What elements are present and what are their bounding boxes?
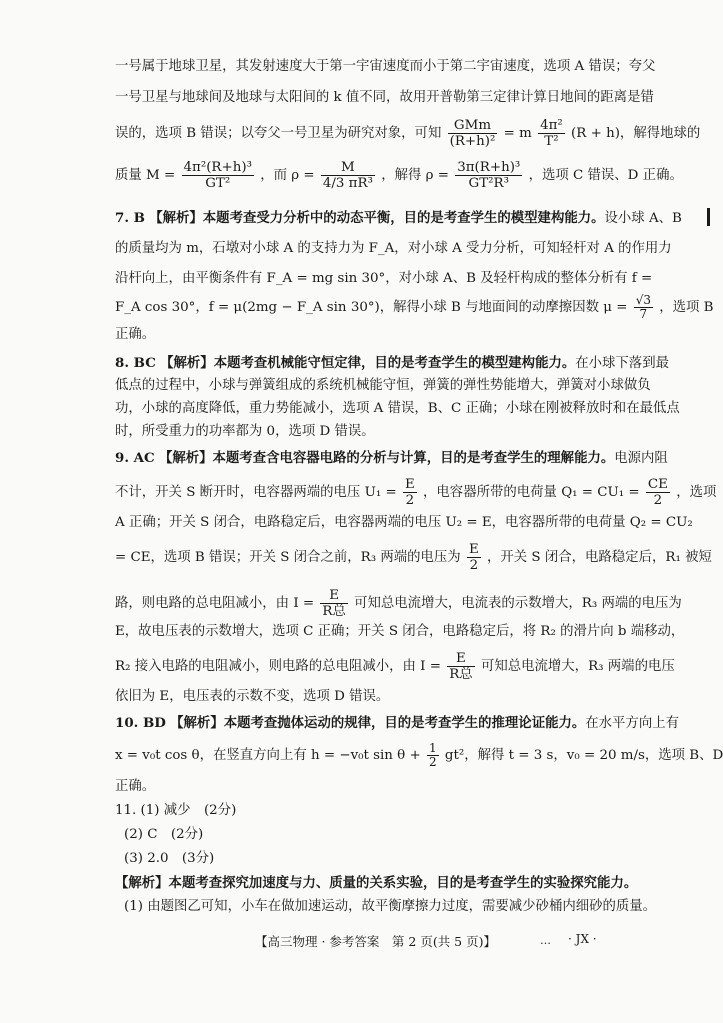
q9-line-4: = CE，选项 B 错误；开关 S 闭合之前，R₃ 两端的电压为 $\frac{E}{2}$ ，开关 S 闭合，电路稳定后，R₁ 被短: [115, 542, 712, 573]
q8-line-4: 时，所受重力的功率都为 0，选项 D 错误。: [115, 424, 375, 439]
fraction: $\frac{1}{2}$: [428, 741, 437, 769]
q11-answer-1: 11. (1) 减少 (2分): [115, 803, 237, 818]
fraction: $\frac{√3}{7}$: [635, 293, 651, 321]
q7-line-4: F_A cos 30°，f = μ(2mg − F_A sin 30°)，解得小球 B 与地面间的动摩擦因数 μ = $\frac{√3}{7}$ ，选项 B: [115, 293, 714, 321]
q11-answer-3: (3) 2.0 (3分): [124, 851, 215, 866]
fraction: $\frac{\text{4π²(R+h)³}}{\text{GT²}}$: [183, 160, 252, 191]
q6-line-3: 误的，选项 B 错误；以夸父一号卫星为研究对象，可知 $\frac{\text{GMm}}{\text{(R+h)²}}$ = m $\frac{\text{4π²}}{\text{T²}}$ (R + h)，解得地球的: [115, 118, 701, 149]
q9-line-3: A 正确；开关 S 闭合，电路稳定后，电容器两端的电压 U₂ = E，电容器所带的电荷量 Q₂ = CU₂: [115, 515, 693, 530]
q8-line-3: 功，小球的高度降低，重力势能减小，选项 A 错误，B、C 正确；小球在刚被释放时和在最低点: [115, 401, 680, 416]
q9-line-2: 不计，开关 S 断开时，电容器两端的电压 U₁ = $\frac{E}{2}$ ，电容器所带的电荷量 Q₁ = CU₁ = $\frac{CE}{2}$ ，选项: [115, 477, 717, 508]
fraction: $\frac{E}{2}$: [468, 542, 479, 573]
q7-line-3: 沿杆向上，由平衡条件有 F_A = mg sin 30°，对小球 A、B 及轻杆构成的整体分析有 f =: [115, 271, 653, 286]
q11-answer-2: (2) C (2分): [124, 827, 204, 842]
q8-line-1: 8. BC 【解析】本题考查机械能守恒定律，目的是考查学生的模型建构能力。在小球下落到最: [115, 355, 669, 371]
q9-line-6: E，故电压表的示数增大，选项 C 正确；开关 S 闭合，电路稳定后，将 R₂ 的滑片向 b 端移动，: [115, 624, 685, 639]
q10-line-3: 正确。: [115, 779, 156, 794]
q6-line-1: 一号属于地球卫星，其发射速度大于第一宇宙速度而小于第二宇宙速度，选项 A 错误；夸父: [115, 59, 656, 74]
fraction: $\frac{M}{\text{4/3 πR³}}$: [322, 160, 373, 191]
q6-line-2: 一号卫星与地球间及地球与太阳间的 k 值不同，故用开普勒第三定律计算日地间的距离是错: [115, 90, 654, 105]
fraction: $\frac{E}{\text{R总}}$: [449, 651, 473, 682]
q7-line-2: 的质量均为 m，石墩对小球 A 的支持力为 F_A，对小球 A 受力分析，可知轻杆对 A 的作用力: [115, 241, 672, 256]
fraction: $\frac{E}{\text{R总}}$: [322, 588, 346, 619]
q9-line-8: 依旧为 E，电压表的示数不变，选项 D 错误。: [115, 689, 390, 704]
footer-mark: …: [540, 934, 551, 947]
q7-line-5: 正确。: [115, 327, 156, 342]
q10-line-1: 10. BD 【解析】本题考查抛体运动的规律，目的是考查学生的推理论证能力。在水平方向上有: [115, 715, 679, 731]
fraction: $\frac{\text{GMm}}{\text{(R+h)²}}$: [449, 118, 496, 149]
page-footer: 【高三物理 · 参考答案 第 2 页(共 5 页)】: [255, 934, 496, 949]
scan-edge-mark: [707, 208, 710, 226]
fraction: $\frac{\text{4π²}}{\text{T²}}$: [540, 118, 563, 149]
fraction: $\frac{E}{2}$: [404, 477, 415, 508]
q7-line-1: 7. B 【解析】本题考查受力分析中的动态平衡，目的是考查学生的模型建构能力。设小球 A、B: [115, 210, 682, 226]
q8-line-2: 低点的过程中，小球与弹簧组成的系统机械能守恒，弹簧的弹性势能增大，弹簧对小球做负: [115, 378, 651, 393]
q9-line-5: 路，则电路的总电阻减小，由 I = $\frac{E}{\text{R总}}$ 可知总电流增大，电流表的示数增大，R₃ 两端的电压为: [115, 588, 682, 619]
q9-line-7: R₂ 接入电路的电阻减小，则电路的总电阻减小，由 I = $\frac{E}{\text{R总}}$ 可知总电流增大，R₃ 两端的电压: [115, 651, 675, 682]
fraction: $\frac{\text{3π(R+h)³}}{\text{GT²R³}}$: [457, 160, 521, 191]
fraction: $\frac{CE}{2}$: [647, 477, 668, 508]
q11-analysis-line-1: (1) 由题图乙可知，小车在做加速运动，故平衡摩擦力过度，需要减少砂桶内细砂的质量。: [124, 899, 657, 914]
q6-line-4: 质量 M = $\frac{\text{4π²(R+h)³}}{\text{GT²}}$ ，而 ρ = $\frac{M}{\text{4/3 πR³}}$ ，解得 ρ = $\frac{\text{3π(R+h)³}}{\text{GT²R³}}$ ，选项 C 错误、D 正确。: [115, 160, 683, 191]
q10-line-2: x = v₀t cos θ，在竖直方向上有 h = −v₀t sin θ + $\frac{1}{2}$ gt²，解得 t = 3 s，v₀ = 20 m/s，选项 B、D: [115, 741, 723, 769]
q9-line-1: 9. AC 【解析】本题考查含电容器电路的分析与计算，目的是考查学生的理解能力。电源内阻: [115, 450, 668, 466]
footer-tag: · JX ·: [568, 932, 597, 946]
q11-analysis-title: 【解析】本题考查探究加速度与力、质量的关系实验，目的是考查学生的实验探究能力。: [115, 875, 638, 891]
